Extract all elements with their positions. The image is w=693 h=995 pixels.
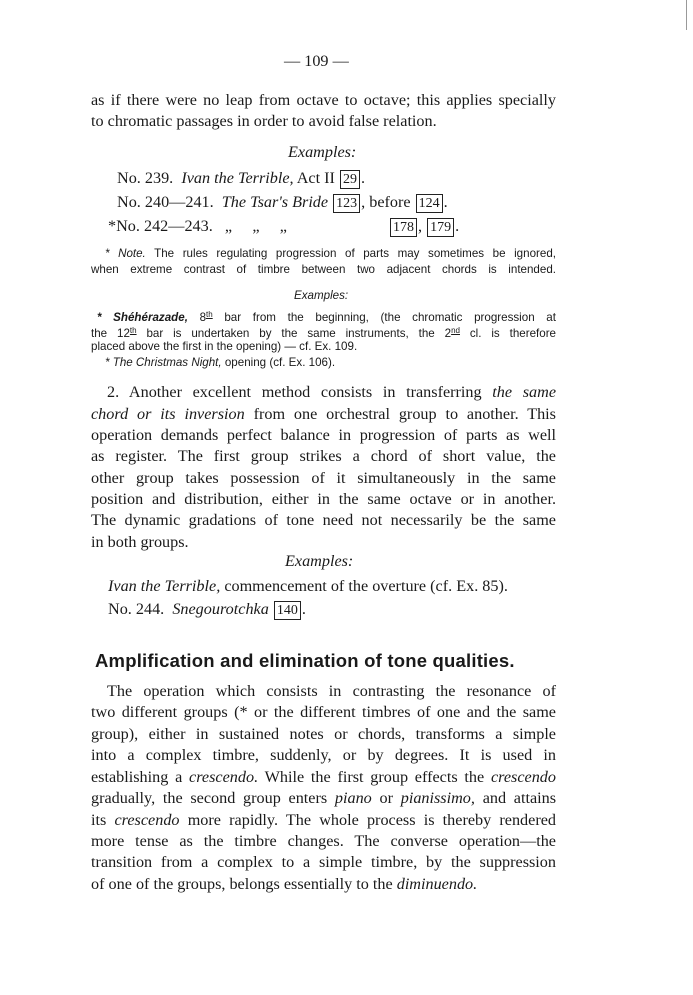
example-detail: commencement of the overture (cf. Ex. 85). (224, 577, 508, 595)
examples-heading-1: Examples: (288, 143, 357, 161)
para-italic: crescendo (490, 768, 556, 786)
para3-line-1 (91, 681, 556, 702)
example-row-239 (117, 168, 365, 189)
example-row-242: *No. 242—243. „ „ „ 178 , 179 . (108, 217, 460, 235)
para3-line-8: more tense as the timbre changes. The converse operation—the (91, 832, 556, 850)
para-text: or (379, 789, 393, 807)
example-title: Ivan the Terrible, (108, 577, 221, 595)
example2-row-1 (108, 576, 508, 597)
note-example-title: * Shéhérazade, (97, 311, 188, 324)
para-text: its (91, 811, 107, 829)
rehearsal-mark-box: 179 (427, 218, 454, 237)
rehearsal-mark-box: 123 (333, 194, 360, 213)
note-example-line-4 (105, 355, 335, 371)
para3-line-9: transition from a complex to a simple timbre, by the suppression (91, 853, 556, 871)
para-text: The operation which consists in contrasting the resonance of (107, 682, 556, 700)
para-italic: diminuendo. (396, 875, 478, 893)
para-italic: pianissimo, (400, 789, 475, 807)
para3-line-3: group), either in sustained notes or chords, transforms a simple (91, 725, 556, 743)
example-suffix: . (360, 169, 366, 187)
superscript: th (129, 326, 137, 335)
para-text: more rapidly. The whole process is thereby rendered (187, 811, 557, 829)
example-detail: Act II (296, 169, 335, 187)
para2-line-1 (91, 382, 556, 403)
note-example-text: 8 (199, 311, 207, 324)
intro-line-2: to chromatic passages in order to avoid false relation. (91, 112, 437, 130)
para-italic: crescendo. (189, 768, 259, 786)
intro-line-1: as if there were no leap from octave to octave; this applies specially (91, 91, 556, 109)
examples-heading-2: Examples: (294, 289, 349, 302)
rehearsal-mark-box: 140 (274, 601, 301, 620)
para3-line-6 (91, 788, 556, 809)
para2-line-4: as register. The first group strikes a chord of short value, the (91, 447, 556, 465)
example-title: Ivan the Terrible, (181, 169, 294, 187)
page-number: — 109 — (284, 52, 349, 70)
note-line-1 (91, 246, 556, 262)
para-italic: piano (334, 789, 372, 807)
example-number: No. 240—241. (117, 193, 214, 211)
example-mid: , before (361, 193, 411, 211)
example-suffix: . (443, 193, 448, 211)
para3-line-10 (91, 874, 477, 895)
para3-line-5 (91, 767, 556, 788)
para-text: 2. Another excellent method consists in transferring (107, 383, 482, 401)
note-line-2: when extreme contrast of timbre between two adjacent chords is intended. (91, 263, 556, 276)
example-row-240 (117, 192, 448, 213)
para2-line-5: other group takes possession of it simultaneously in the same (91, 469, 556, 487)
scan-edge-line (686, 0, 687, 30)
para-italic: the same (492, 383, 557, 401)
para2-line-3: operation demands perfect balance in progression of parts as well (91, 426, 556, 444)
para-text: While the first group effects the (264, 768, 485, 786)
rehearsal-mark-box: 178 (390, 218, 417, 237)
example-number: *No. 242—243. (108, 217, 213, 235)
example-title: The Tsar's Bride (221, 193, 329, 211)
para3-line-4: into a complex timbre, suddenly, or by degrees. It is used in (91, 746, 556, 764)
example-number: No. 239. (117, 169, 174, 187)
para-text: of one of the groups, belongs essentially to the (91, 875, 393, 893)
para2-line-6: position and distribution, either in the same octave or in another. (91, 490, 556, 508)
note-text: The rules regulating progression of parts may sometimes be ignored, (154, 247, 556, 260)
para-italic: crescendo (114, 811, 180, 829)
note-label: * Note. (105, 247, 146, 260)
note-example-text: bar is undertaken by the same instruments, the 2 (146, 327, 452, 340)
examples-heading-3: Examples: (285, 552, 354, 570)
rehearsal-mark-box: 29 (340, 170, 360, 189)
para2-line-7: The dynamic gradations of tone need not necessarily be the same (91, 511, 556, 529)
ditto-marks: „ „ „ (224, 217, 287, 235)
rehearsal-mark-box: 124 (416, 194, 443, 213)
para-text: gradually, the second group enters (91, 789, 328, 807)
para2-line-8: in both groups. (91, 533, 189, 551)
example-title: Snegourotchka (172, 600, 269, 618)
note-example-text: bar from the beginning, (the chromatic progression at (224, 311, 556, 324)
note-example-text: cl. is therefore (469, 327, 557, 340)
para3-line-7 (91, 810, 556, 831)
para3-line-2: two different groups (* or the different timbres of one and the same (91, 703, 556, 721)
note-example-text: the 12 (91, 327, 130, 340)
example2-row-244 (108, 599, 306, 620)
superscript: nd (451, 326, 460, 335)
section-heading: Amplification and elimination of tone qualities. (95, 650, 515, 671)
para2-line-2 (91, 404, 556, 425)
example-suffix: . (455, 217, 460, 235)
para-text: and attains (482, 789, 557, 807)
example-number: No. 244. (108, 600, 165, 618)
note-example-line-3: placed above the first in the opening) — cf. Ex. 109. (91, 340, 358, 353)
superscript: th (206, 310, 213, 319)
para-italic: chord or its inversion (91, 405, 245, 423)
para-text: establishing a (91, 768, 183, 786)
note-example-title: * The Christmas Night, (105, 356, 222, 369)
note-example-text: opening (cf. Ex. 106). (224, 356, 336, 369)
example-suffix: . (301, 600, 306, 618)
para-text: from one orchestral group to another. This (253, 405, 556, 423)
